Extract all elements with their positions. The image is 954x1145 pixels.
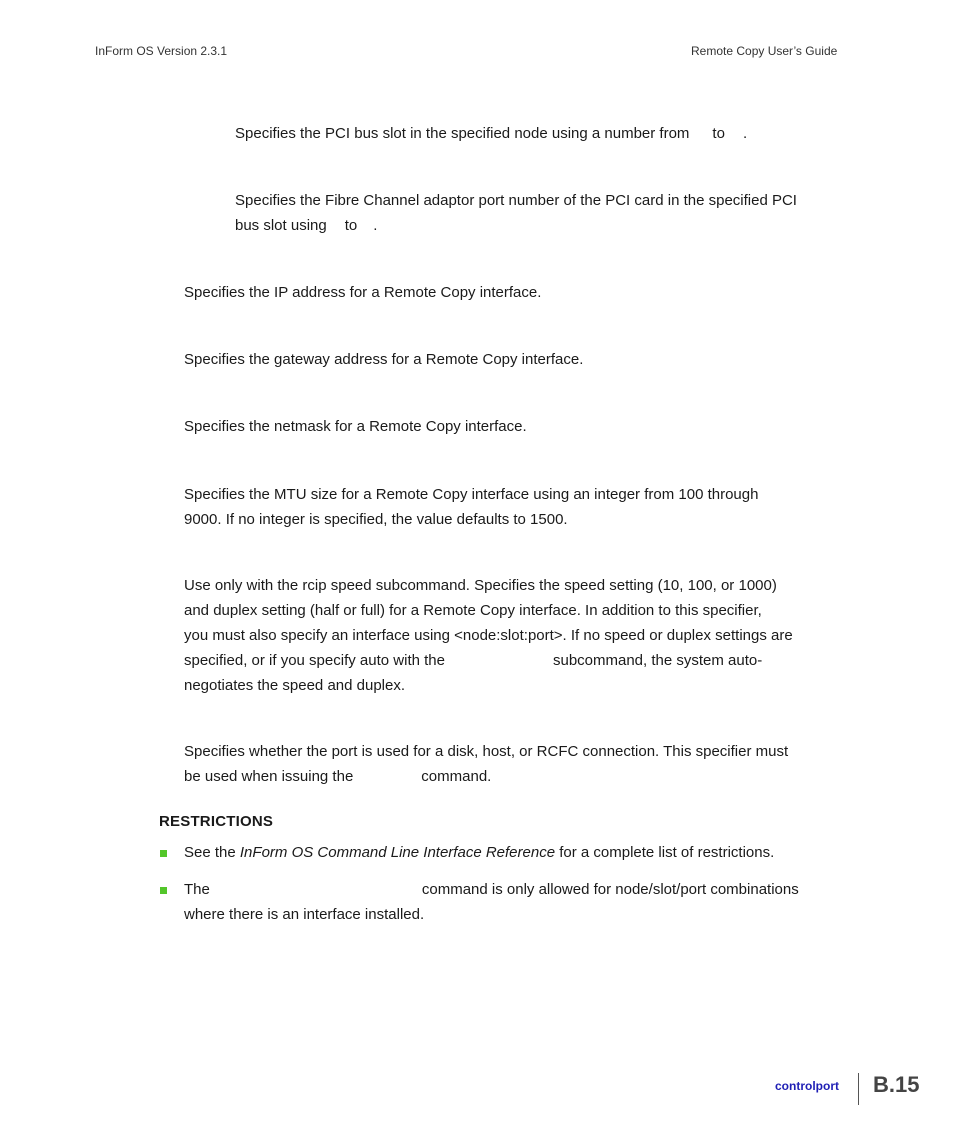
port-line2-c: .	[373, 217, 378, 234]
speed-line1: Use only with the rcip speed subcommand. Specifies the speed setting (10, 100, or 1000)	[184, 577, 777, 594]
restriction-1-pre: See the	[184, 844, 236, 861]
page-header-right: Remote Copy User’s Guide	[691, 44, 838, 58]
bullet-marker-2	[160, 887, 167, 894]
footer-section-label: controlport	[775, 1079, 839, 1093]
ip-description: Specifies the IP address for a Remote Copy interface.	[184, 284, 542, 301]
type-line1: Specifies whether the port is used for a disk, host, or RCFC connection. This specifier must	[184, 743, 789, 760]
port-line1: Specifies the Fibre Channel adaptor port number of the PCI card in the specified PCI	[235, 192, 797, 209]
mtu-description	[184, 482, 874, 532]
netmask-description: Specifies the netmask for a Remote Copy interface.	[184, 418, 527, 435]
port-line2-b: to	[344, 217, 358, 234]
restriction-2-line1-a: The	[184, 881, 210, 898]
type-line2-a: be used when issuing the	[184, 768, 354, 785]
bullet-marker-1	[160, 850, 167, 857]
type-line2-b: command.	[421, 768, 492, 785]
speed-description	[184, 573, 874, 698]
slot-text-a: Specifies the PCI bus slot in the specified node using a number from	[235, 125, 690, 142]
restriction-2-line1-b: command is only allowed for node/slot/port combinations	[421, 881, 799, 898]
footer-divider	[858, 1073, 859, 1105]
gateway-description: Specifies the gateway address for a Remote Copy interface.	[184, 351, 584, 368]
page-header-left: InForm OS Version 2.3.1	[95, 44, 228, 58]
port-line2-a: bus slot using	[235, 217, 327, 234]
speed-line3: you must also specify an interface using <node:slot:port>. If no speed or duplex settings are	[184, 627, 793, 644]
speed-line4-b: subcommand, the system auto-	[552, 652, 763, 669]
slot-description	[235, 121, 865, 146]
mtu-line1: Specifies the MTU size for a Remote Copy interface using an integer from 100 through	[184, 486, 759, 503]
mtu-line2: 9000. If no integer is specified, the value defaults to 1500.	[184, 511, 568, 528]
restriction-item-1	[184, 840, 874, 865]
restrictions-heading: RESTRICTIONS	[159, 813, 274, 830]
restriction-item-2	[184, 877, 874, 927]
restriction-2-line2: where there is an interface installed.	[184, 906, 425, 923]
page-number: B.15	[873, 1072, 920, 1097]
speed-line2: and duplex setting (half or full) for a Remote Copy interface. In addition to this specifier,	[184, 602, 762, 619]
restriction-1-reference: InForm OS Command Line Interface Reference	[239, 844, 556, 861]
slot-text-b: to	[712, 125, 725, 142]
speed-line5: negotiates the speed and duplex.	[184, 677, 406, 694]
slot-text-c: .	[742, 125, 748, 142]
restriction-1-post: for a complete list of restrictions.	[559, 844, 775, 861]
type-description	[184, 739, 874, 789]
port-description	[235, 188, 865, 238]
speed-line4-a: specified, or if you specify auto with the	[184, 652, 445, 669]
